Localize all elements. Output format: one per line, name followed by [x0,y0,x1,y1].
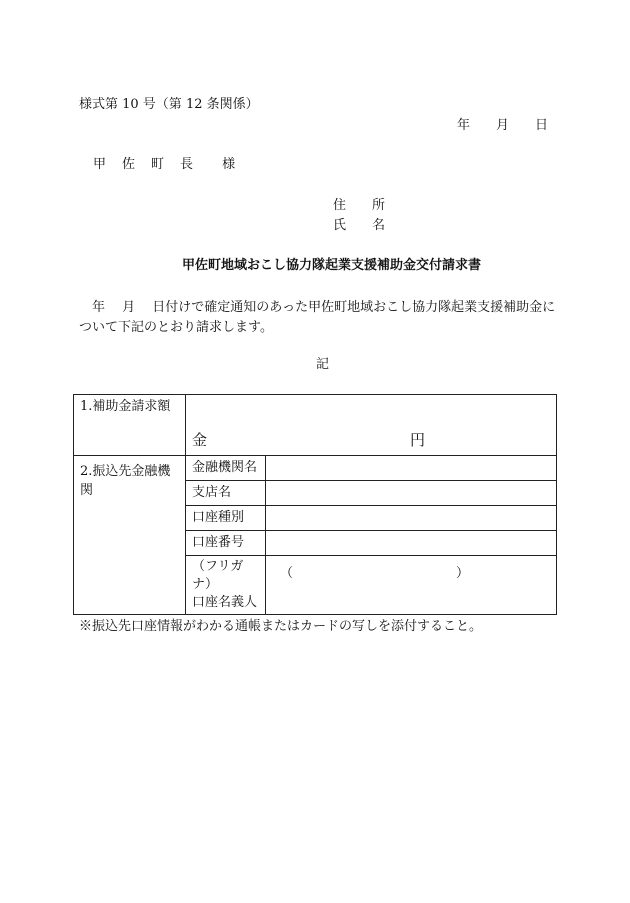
account-number-input[interactable] [266,531,557,556]
addressee-honorific: 様 [222,157,237,172]
addressee-char: 佐 [122,157,137,172]
holder-name-label: 口座名義人 [192,595,258,610]
account-type-label: 口座種別 [192,510,245,525]
name-label: 氏 名 [333,218,386,233]
amount-label: 1.補助金請求額 [80,399,171,414]
bank-row [74,456,557,481]
bank-field-label [186,506,266,531]
bank-field-label [186,481,266,506]
addressee [93,158,251,171]
address-label: 住 所 [333,198,386,213]
bank-name-label: 金融機関名 [192,460,258,475]
branch-name-input[interactable] [266,481,557,506]
date-day: 日 [535,118,549,133]
attachment-note: ※振込先口座情報がわかる通帳またはカードの写しを添付すること。 [79,619,483,634]
body-text: 年 月 日付けで確定通知のあった甲佐町地域おこし協力隊起業支援補助金について下記のとおり請求します。 [79,300,556,335]
bank-name-input[interactable] [266,456,557,481]
account-holder-input[interactable] [266,556,557,615]
amount-label-cell [74,395,186,456]
date-line [457,119,548,132]
date-year: 年 [457,118,471,133]
account-number-label: 口座番号 [192,535,245,550]
amount-prefix: 金 [192,431,208,449]
request-table [73,394,557,615]
account-type-input[interactable] [266,506,557,531]
amount-row [74,395,557,456]
date-month: 月 [496,118,510,133]
addressee-char: 甲 [93,157,108,172]
branch-name-label: 支店名 [192,485,232,500]
addressee-char: 長 [180,157,195,172]
bank-field-label [186,531,266,556]
furigana-paren-open: （ [280,566,294,581]
bank-label-cell [74,456,186,615]
bank-section-label: 2.振込先金融機関 [80,464,171,498]
holder-furigana-label: （フリガナ） [192,559,244,592]
holder-label-cell [186,556,266,615]
addressee-char: 町 [151,157,166,172]
amount-value-cell[interactable] [186,395,557,456]
form-number: 様式第 10 号（第 12 条関係） [79,97,259,112]
ki-heading: 記 [316,357,330,372]
document-title: 甲佐町地域おこし協力隊起業支援補助金交付請求書 [182,258,482,273]
amount-suffix: 円 [410,431,426,449]
bank-field-label [186,456,266,481]
furigana-paren-close: ） [456,566,470,581]
